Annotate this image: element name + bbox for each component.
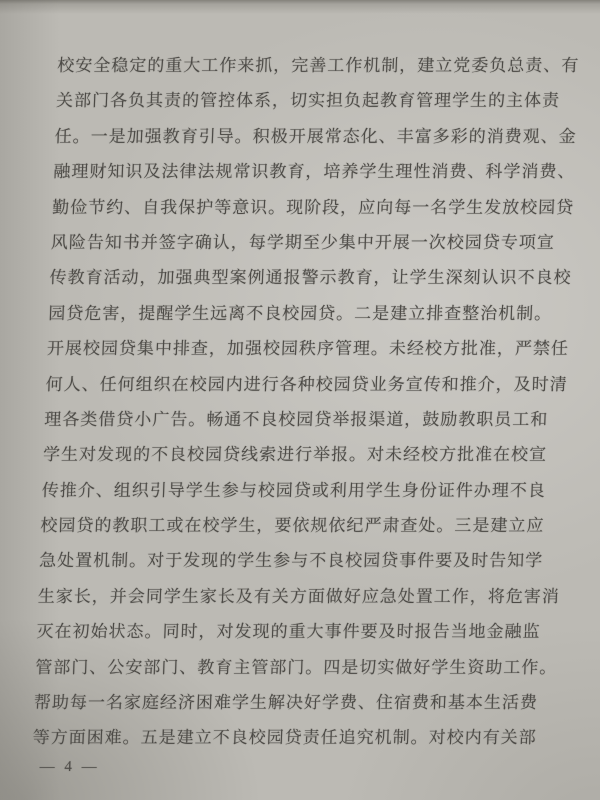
document-line: 关部门各负其责的管控体系，切实担负起教育管理学生的主体责 <box>55 91 561 111</box>
document-line: 传推介、组织引导学生参与校园贷或利用学生身份证件办理不良 <box>41 480 547 500</box>
document-line: 管部门、公安部门、教育主管部门。四是切实做好学生资助工作。 <box>34 657 558 677</box>
document-text-block <box>31 48 580 776</box>
document-line: 何人、任何组织在校园内进行各种校园贷业务宣传和推介，及时清 <box>45 374 569 394</box>
document-line: 校园贷的教职工或在校学生，要依规依纪严肃查处。三是建立应 <box>40 516 545 536</box>
page-number: — 4 — <box>39 758 100 775</box>
document-line: 融理财知识及法律法规常识教育，培养学生理性消费、科学消费、 <box>53 162 576 182</box>
document-line: 风险告知书并签字确认，每学期至少集中开展一次校园贷专项宣 <box>50 232 556 252</box>
document-line: 开展校园贷集中排查，加强校园秩序管理。未经校方批准，严禁任 <box>46 339 570 359</box>
document-line: 校安全稳定的重大工作来抓，完善工作机制，建立党委负总责、有 <box>57 56 580 75</box>
document-line: 帮助每一名家庭经济困难学生解决好学费、住宿费和基本生活费 <box>33 693 539 713</box>
document-line: 勤俭节约、自我保护等意识。现阶段，应向每一名学生发放校园贷 <box>51 197 575 217</box>
document-line: 理各类借贷小广告。畅通不良校园贷举报渠道，鼓励教职员工和 <box>44 409 549 429</box>
document-line: 学生对发现的不良校园贷线索进行举报。对未经校方批准在校宣 <box>42 445 548 465</box>
document-lines <box>32 48 580 756</box>
document-line: 任。一是加强教育引导。积极开展常态化、丰富多彩的消费观、金 <box>54 126 578 146</box>
document-line: 园贷危害，提醒学生远离不良校园贷。二是建立排查整治机制。 <box>47 303 553 323</box>
document-line: 灭在初始状态。同时，对发现的重大事件要及时报告当地金融监 <box>36 622 541 642</box>
document-line: 等方面困难。五是建立不良校园贷责任追究机制。对校内有关部 <box>32 728 538 748</box>
document-line: 传教育活动，加强典型案例通报警示教育，让学生深刻认识不良校 <box>49 268 572 288</box>
document-line: 生家长，并会同学生家长及有关方面做好应急处置工作，将危害消 <box>37 586 561 606</box>
document-line: 急处置机制。对于发现的学生参与不良校园贷事件要及时告知学 <box>38 551 544 571</box>
